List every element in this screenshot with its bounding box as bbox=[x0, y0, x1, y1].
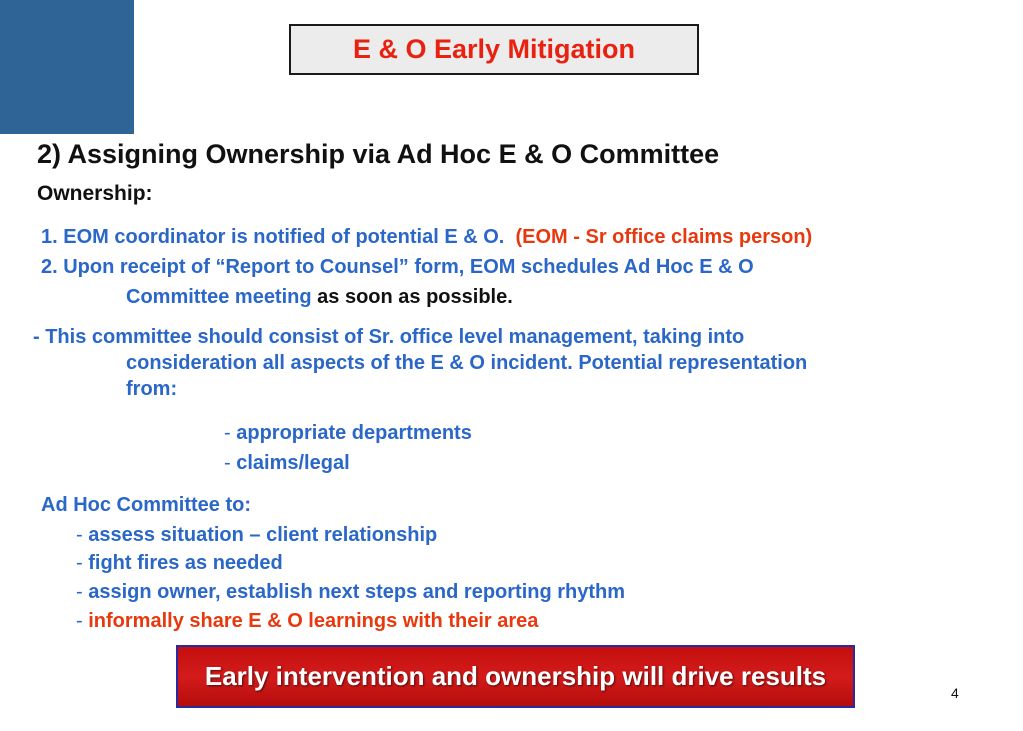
item-1-text: 1. EOM coordinator is notified of potential E & O. bbox=[41, 226, 505, 248]
adhoc-dash: - bbox=[76, 552, 83, 574]
ownership-item-2-line-2 bbox=[126, 284, 513, 310]
representation-item bbox=[224, 420, 472, 446]
adhoc-item bbox=[76, 522, 437, 548]
representation-dash: - bbox=[224, 422, 231, 444]
conclusion-banner bbox=[176, 645, 855, 708]
item-1-note: (EOM - Sr office claims person) bbox=[515, 226, 813, 248]
adhoc-item bbox=[76, 550, 283, 576]
item-2-emphasis: as soon as possible. bbox=[317, 286, 513, 308]
adhoc-dash: - bbox=[76, 610, 83, 632]
ownership-item-2-line-1: 2. Upon receipt of “Report to Counsel” form, EOM schedules Ad Hoc E & O bbox=[41, 256, 754, 278]
item-2-text: Committee meeting bbox=[126, 286, 312, 308]
adhoc-item bbox=[76, 608, 538, 634]
ownership-item-1 bbox=[41, 224, 812, 250]
adhoc-text-highlight: informally share E & O learnings with their area bbox=[88, 610, 539, 632]
representation-item bbox=[224, 450, 350, 476]
representation-text: appropriate departments bbox=[236, 422, 472, 444]
slide-title: E & O Early Mitigation bbox=[352, 34, 636, 64]
adhoc-dash: - bbox=[76, 524, 83, 546]
representation-dash: - bbox=[224, 452, 231, 474]
conclusion-text: Early intervention and ownership will drive results bbox=[204, 661, 827, 691]
title-box bbox=[289, 24, 699, 75]
committee-line-2: consideration all aspects of the E & O incident. Potential representation bbox=[126, 352, 808, 374]
adhoc-text: assign owner, establish next steps and reporting rhythm bbox=[88, 581, 626, 603]
adhoc-text: assess situation – client relationship bbox=[88, 524, 438, 546]
ownership-subheading: Ownership: bbox=[37, 182, 153, 205]
committee-line-1: - This committee should consist of Sr. office level management, taking into bbox=[33, 326, 745, 348]
corner-accent-block bbox=[0, 0, 134, 134]
committee-line-3: from: bbox=[126, 378, 178, 400]
adhoc-heading: Ad Hoc Committee to: bbox=[41, 494, 251, 516]
section-heading: 2) Assigning Ownership via Ad Hoc E & O Committee bbox=[37, 139, 720, 169]
representation-text: claims/legal bbox=[236, 452, 350, 474]
page-number: 4 bbox=[951, 685, 959, 701]
adhoc-item bbox=[76, 579, 625, 605]
adhoc-text: fight fires as needed bbox=[88, 552, 283, 574]
adhoc-dash: - bbox=[76, 581, 83, 603]
